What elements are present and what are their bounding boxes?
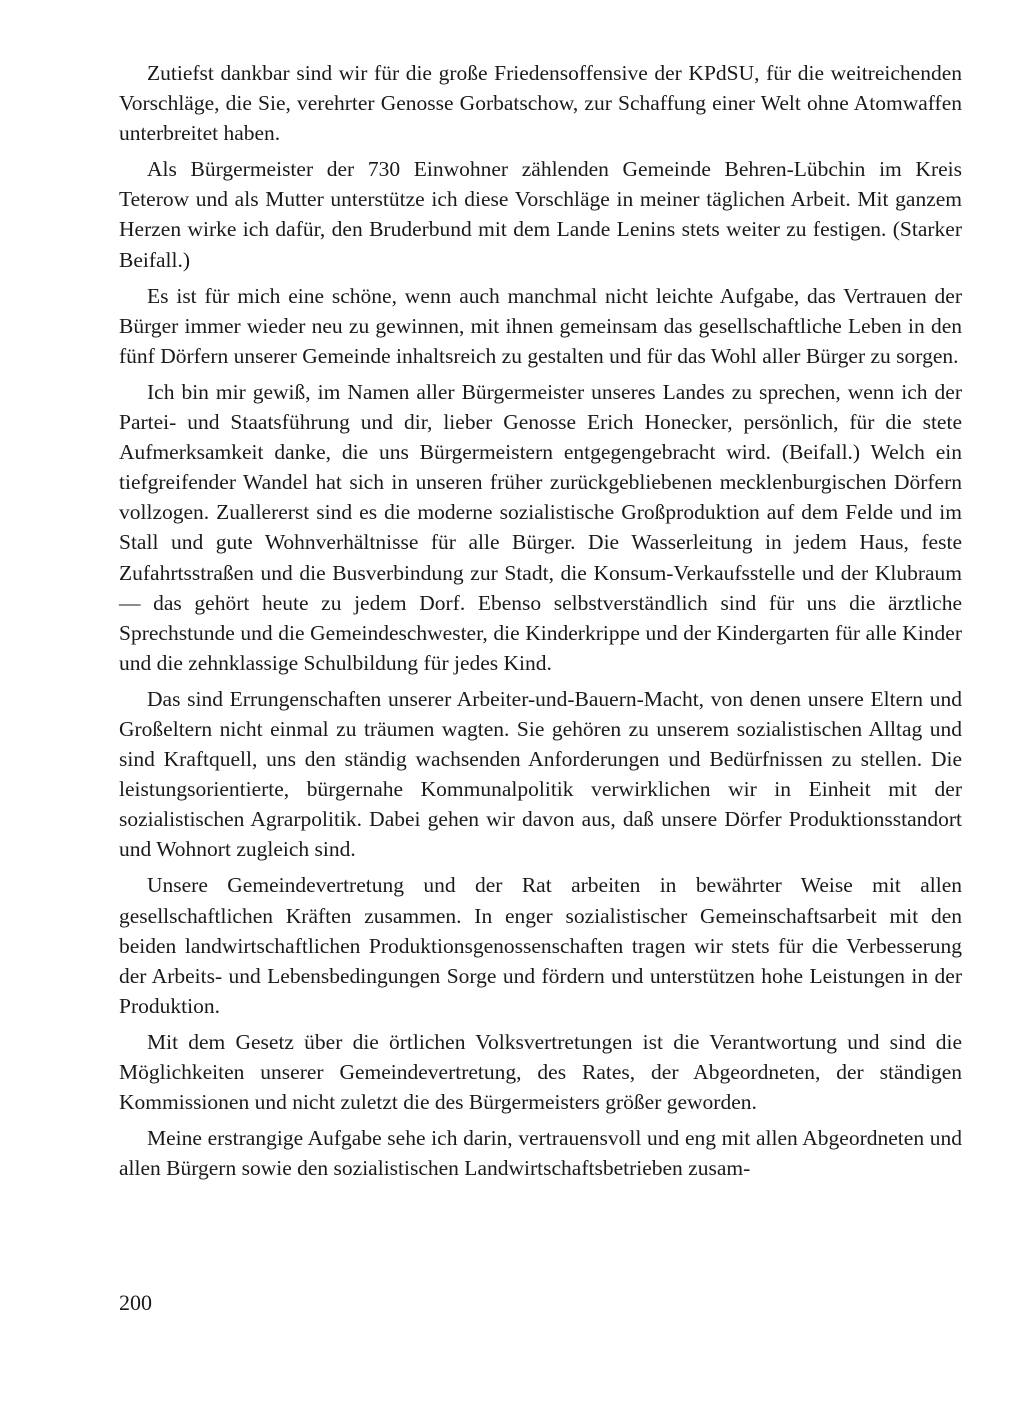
paragraph-6: Unsere Gemeindevertretung und der Rat arbeiten in bewährter Weise mit allen gesellschaftlichen Kräften zusammen. In enger sozialistischer Gemeinschaftsarbeit mit den beiden landwirtschaftlichen Produktionsgenossenschaften tragen wir stets für die Verbesserung der Arbeits- und Lebensbedingungen Sorge und fördern und unterstützen hohe Leistungen in der Produktion. xyxy=(119,873,962,1018)
paragraph-4: Ich bin mir gewiß, im Namen aller Bürgermeister unseres Landes zu sprechen, wenn ich der Partei- und Staatsführung und dir, lieber Genosse Erich Honecker, persönlich, für die stete Aufmerksamkeit danke, die uns Bürgermeistern entgegengebracht wird. (Beifall.) Welch ein tiefgreifender Wandel hat sich in unseren früher zurückgebliebenen mecklenburgischen Dörfern vollzogen. Zuallererst sind es die moderne sozialistische Großproduktion auf dem Felde und im Stall und gute Wohnverhältnisse für alle Bürger. Die Wasserleitung in jedem Haus, feste Zufahrtsstraßen und die Busverbindung zur Stadt, die Konsum-Verkaufsstelle und der Klubraum — das gehört heute zu jedem Dorf. Ebenso selbstverständlich sind für uns die ärztliche Sprechstunde und die Gemeindeschwester, die Kinderkrippe und der Kindergarten für alle Kinder und die zehnklassige Schulbildung für jedes Kind. xyxy=(119,379,962,675)
paragraph-3: Es ist für mich eine schöne, wenn auch manchmal nicht leichte Aufgabe, das Vertrauen der Bürger immer wieder neu zu gewinnen, mit ihnen gemeinsam das gesellschaftliche Leben in den fünf Dörfern unserer Gemeinde inhaltsreich zu gestalten und für das Wohl aller Bürger zu sorgen. xyxy=(119,283,962,368)
paragraph-8: Meine erstrangige Aufgabe sehe ich darin, vertrauensvoll und eng mit allen Abgeordneten und allen Bürgern sowie den sozialistischen Landwirtschaftsbetrieben zusam- xyxy=(119,1126,962,1181)
paragraph-7: Mit dem Gesetz über die örtlichen Volksvertretungen ist die Verantwortung und sind die Möglichkeiten unserer Gemeindevertretung, des Rates, der Abgeordneten, der ständigen Kommissionen und nicht zuletzt die des Bürgermeisters größer geworden. xyxy=(119,1029,962,1115)
page-number: 200 xyxy=(119,1290,152,1315)
body-text xyxy=(119,58,962,1189)
paragraph-2: Als Bürgermeister der 730 Einwohner zählenden Gemeinde Behren-Lübchin im Kreis Teterow und als Mutter unterstütze ich diese Vorschläge in meiner täglichen Arbeit. Mit ganzem Herzen wirke ich dafür, den Bruderbund mit dem Lande Lenins stets weiter zu festigen. (Starker Beifall.) xyxy=(119,157,962,272)
paragraph-1: Zutiefst dankbar sind wir für die große Friedensoffensive der KPdSU, für die weitreichenden Vorschläge, die Sie, verehrter Genosse Gorbatschow, zur Schaffung einer Welt ohne Atomwaffen unterbreitet haben. xyxy=(119,61,962,146)
paragraph-5: Das sind Errungenschaften unserer Arbeiter-und-Bauern-Macht, von denen unsere Eltern und Großeltern nicht einmal zu träumen wagten. Sie gehören zu unserem sozialistischen Alltag und sind Kraftquell, uns den ständig wachsenden Anforderungen und Bedürfnissen zu stellen. Die leistungsorientierte, bürgernahe Kommunalpolitik verwirklichen wir in Einheit mit der sozialistischen Agrarpolitik. Dabei gehen wir davon aus, daß unsere Dörfer Produktionsstandort und Wohnort zugleich sind. xyxy=(119,686,962,862)
